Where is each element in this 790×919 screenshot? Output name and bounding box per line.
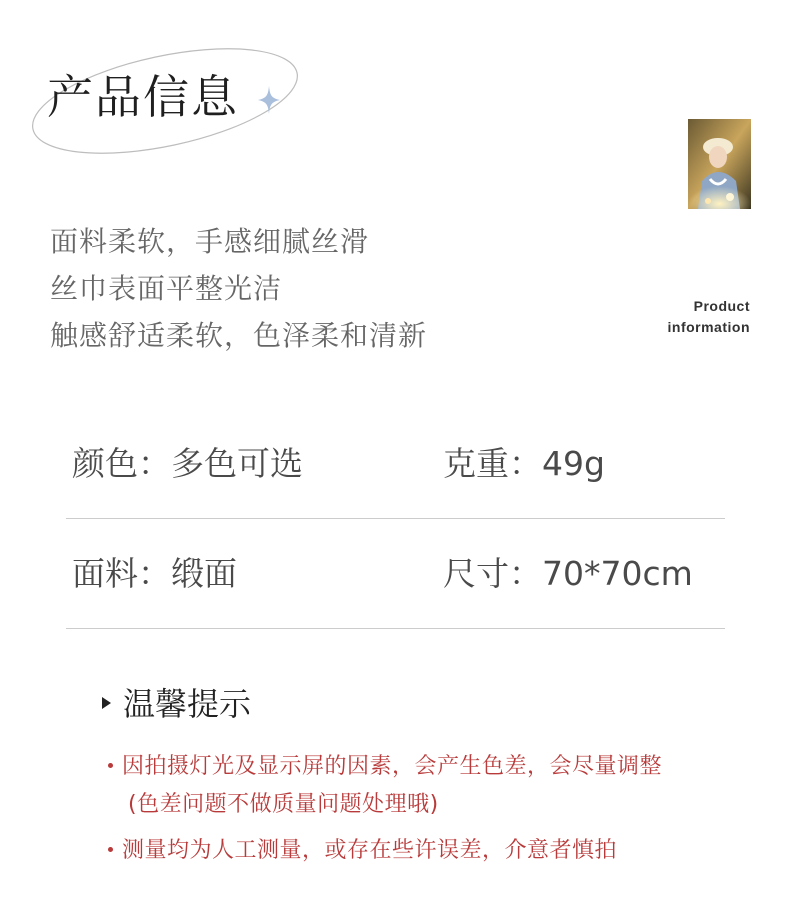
spec-row (66, 408, 725, 519)
product-description (50, 218, 427, 359)
english-section-label (668, 296, 751, 338)
tip-item (108, 752, 662, 782)
bullet-dot-icon (108, 847, 113, 852)
sparkle-icon (258, 86, 280, 114)
tip-text: 测量均为人工测量，或存在些许误差，介意者慎拍 (122, 838, 618, 863)
description-line: 丝巾表面平整光洁 (50, 272, 283, 305)
spec-color: 颜色：多色可选 (72, 444, 303, 483)
triangle-right-icon (102, 697, 111, 709)
spec-material: 面料：缎面 (72, 554, 237, 593)
tip-text: 因拍摄灯光及显示屏的因素，会产生色差，会尽量调整 (122, 754, 663, 779)
bullet-dot-icon (108, 763, 113, 768)
product-model-photo (688, 119, 751, 209)
spec-size: 尺寸：70*70cm (443, 554, 693, 593)
tip-item-continuation (128, 790, 439, 820)
description-line: 面料柔软，手感细腻丝滑 (50, 225, 370, 258)
page-title: 产品信息 (47, 70, 239, 124)
tip-item (108, 836, 617, 866)
spec-weight: 克重：49g (443, 444, 605, 483)
description-line: 触感舒适柔软，色泽柔和清新 (50, 319, 428, 352)
tip-text: (色差问题不做质量问题处理哦) (128, 792, 439, 817)
tips-heading-label: 温馨提示 (123, 685, 252, 723)
spec-row (66, 518, 725, 629)
english-label-line: information (667, 319, 750, 335)
tips-heading (102, 684, 251, 724)
english-label-line: Product (693, 298, 750, 314)
